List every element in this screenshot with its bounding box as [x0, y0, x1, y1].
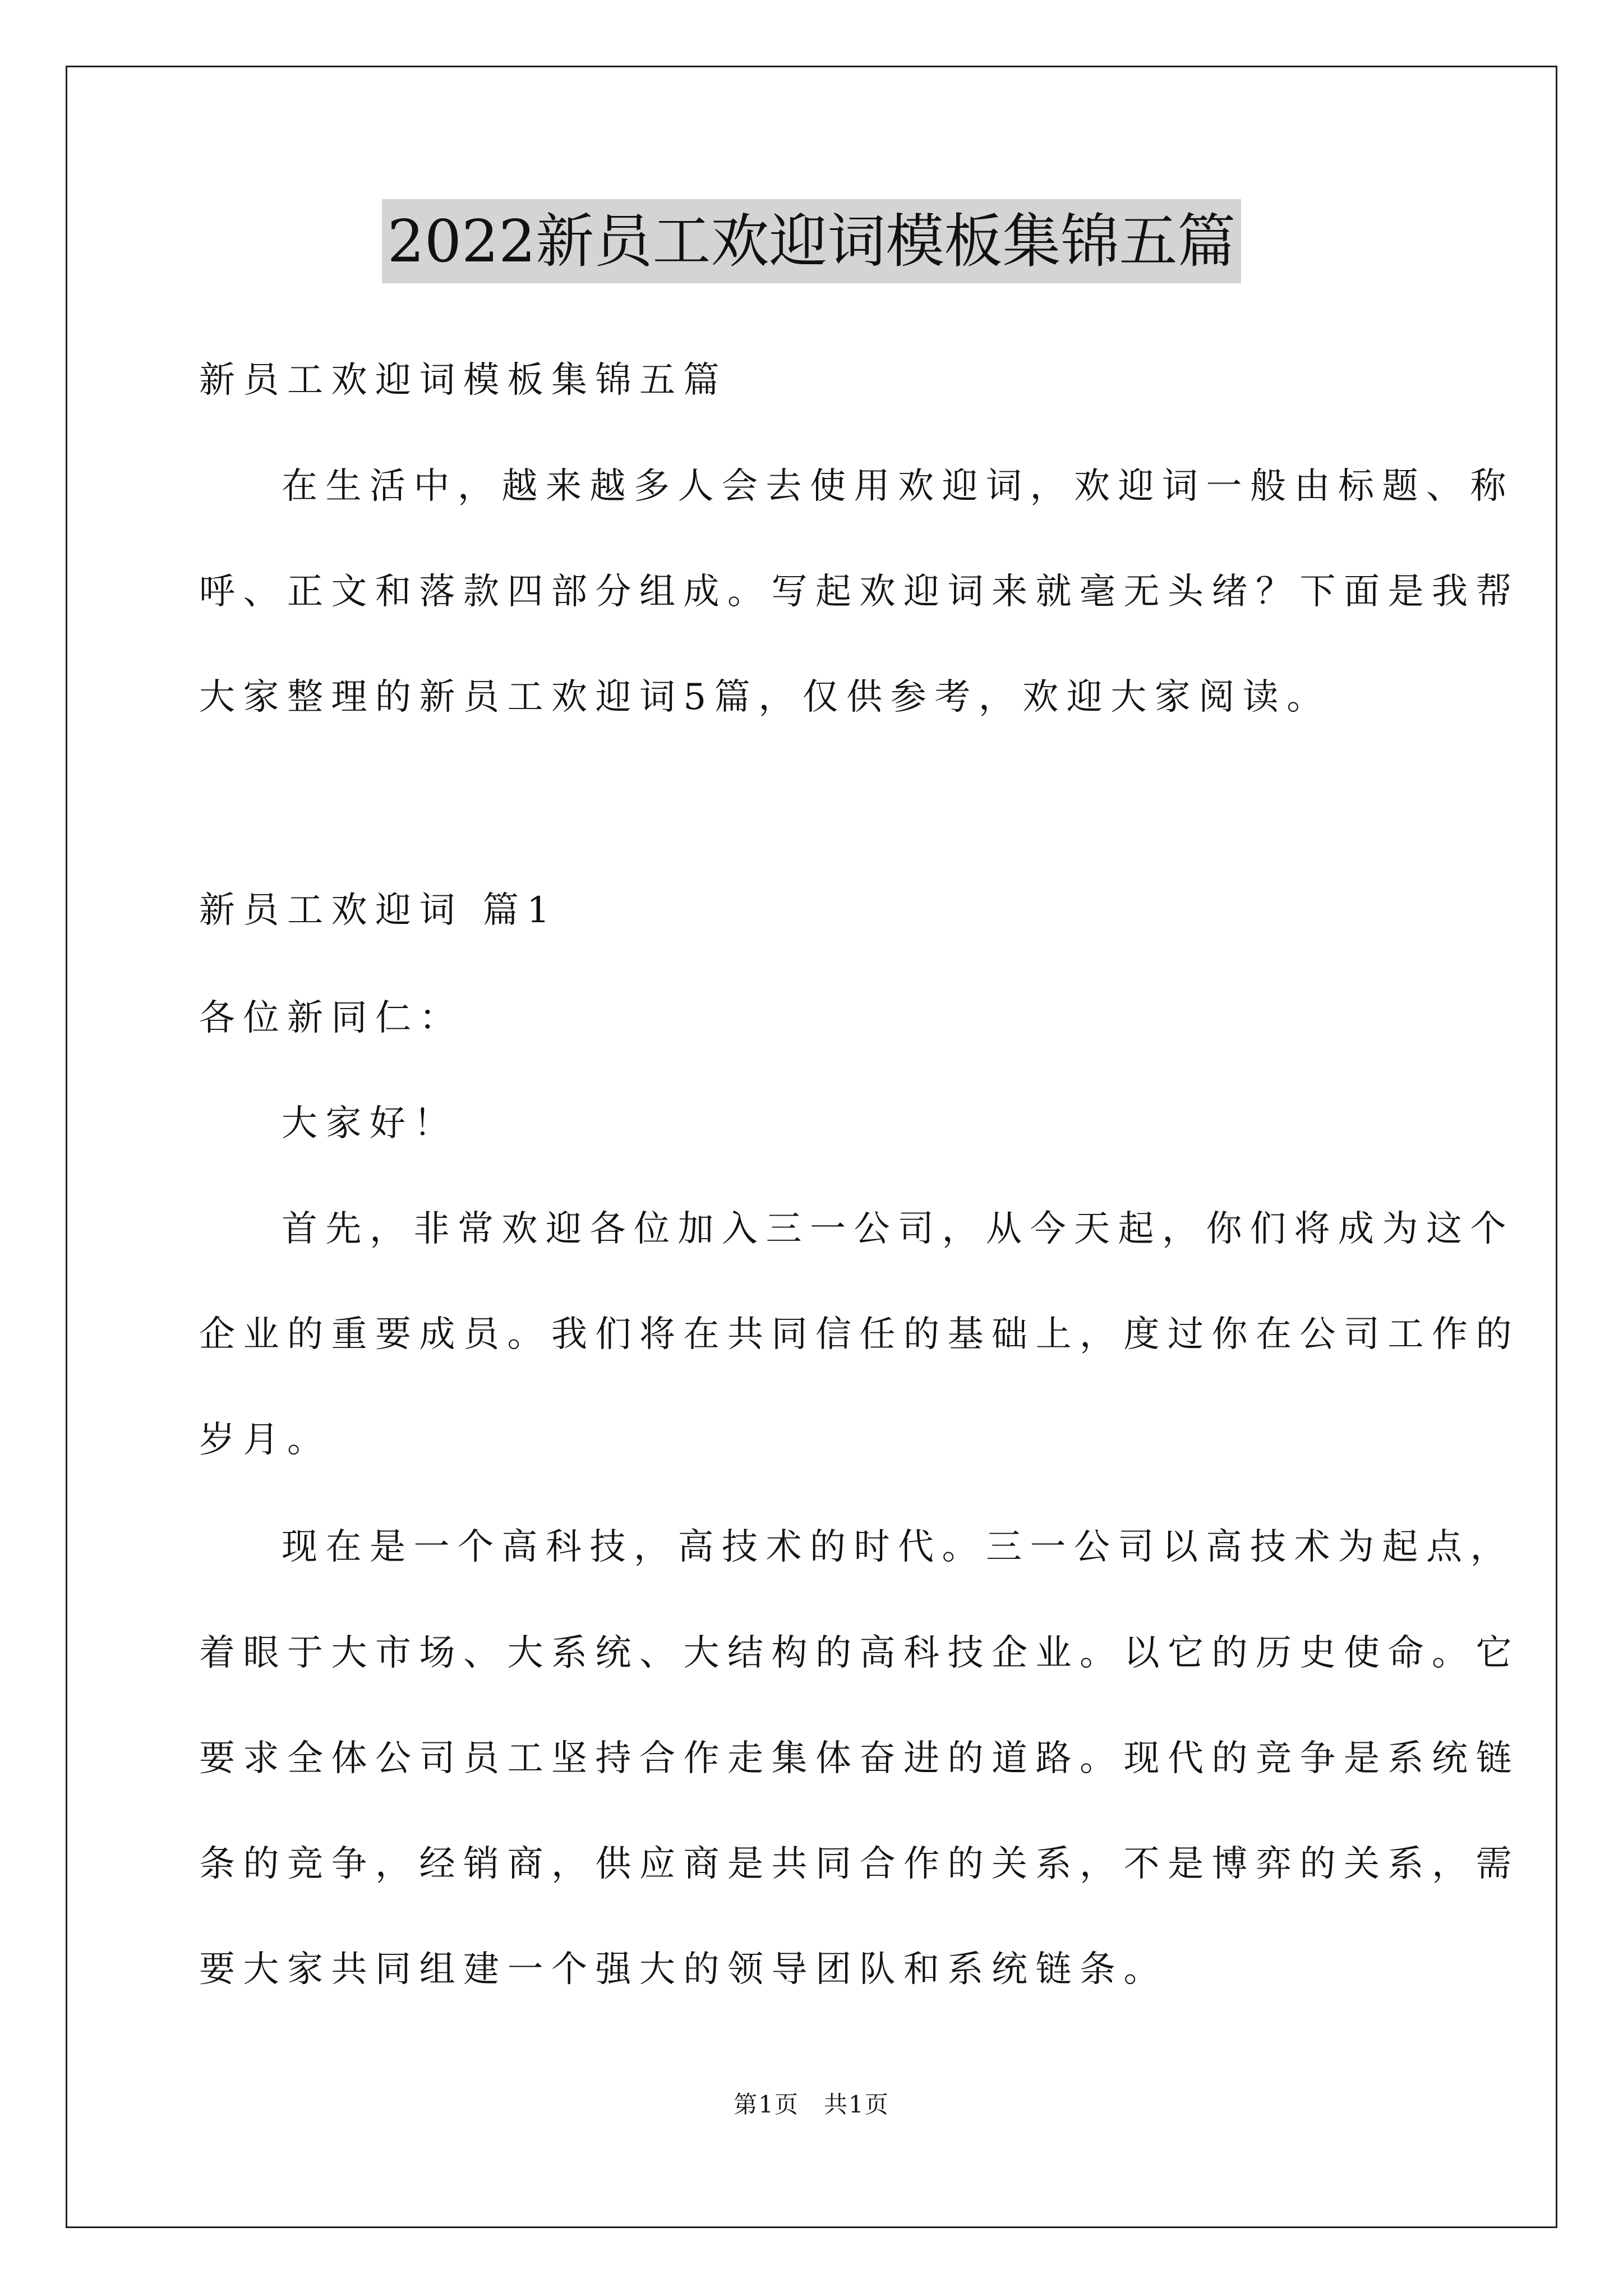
paragraph-2-line-3: 要求全体公司员工坚持合作走集体奋进的道路。现代的竞争是系统链 — [199, 1738, 1520, 1779]
page-footer: 第1页 共1页 — [734, 2091, 889, 2118]
intro-line-2: 呼、正文和落款四部分组成。写起欢迎词来就毫无头绪？下面是我帮 — [199, 571, 1520, 613]
intro-line-3: 大家整理的新员工欢迎词5篇，仅供参考，欢迎大家阅读。 — [199, 677, 1331, 718]
paragraph-2-line-4: 条的竞争，经销商，供应商是共同合作的关系，不是博弈的关系，需 — [199, 1843, 1520, 1885]
title-container — [0, 199, 1623, 283]
greeting: 大家好！ — [282, 1103, 458, 1144]
paragraph-1-line-1: 首先，非常欢迎各位加入三一公司，从今天起，你们将成为这个 — [282, 1208, 1514, 1250]
salutation: 各位新同仁： — [199, 997, 463, 1039]
paragraph-1-line-3: 岁月。 — [199, 1419, 331, 1461]
intro-line-1: 在生活中，越来越多人会去使用欢迎词，欢迎词一般由标题、称 — [282, 466, 1514, 507]
paragraph-1-line-2: 企业的重要成员。我们将在共同信任的基础上，度过你在公司工作的 — [199, 1314, 1520, 1355]
paragraph-2-line-2: 着眼于大市场、大系统、大结构的高科技企业。以它的历史使命。它 — [199, 1632, 1520, 1674]
paragraph-2-line-5: 要大家共同组建一个强大的领导团队和系统链条。 — [199, 1949, 1168, 1990]
document-title: 2022新员工欢迎词模板集锦五篇 — [382, 199, 1242, 283]
paragraph-2-line-1: 现在是一个高科技，高技术的时代。三一公司以高技术为起点， — [282, 1526, 1514, 1568]
section-heading: 新员工欢迎词 篇1 — [199, 890, 558, 931]
document-subtitle: 新员工欢迎词模板集锦五篇 — [199, 360, 727, 401]
